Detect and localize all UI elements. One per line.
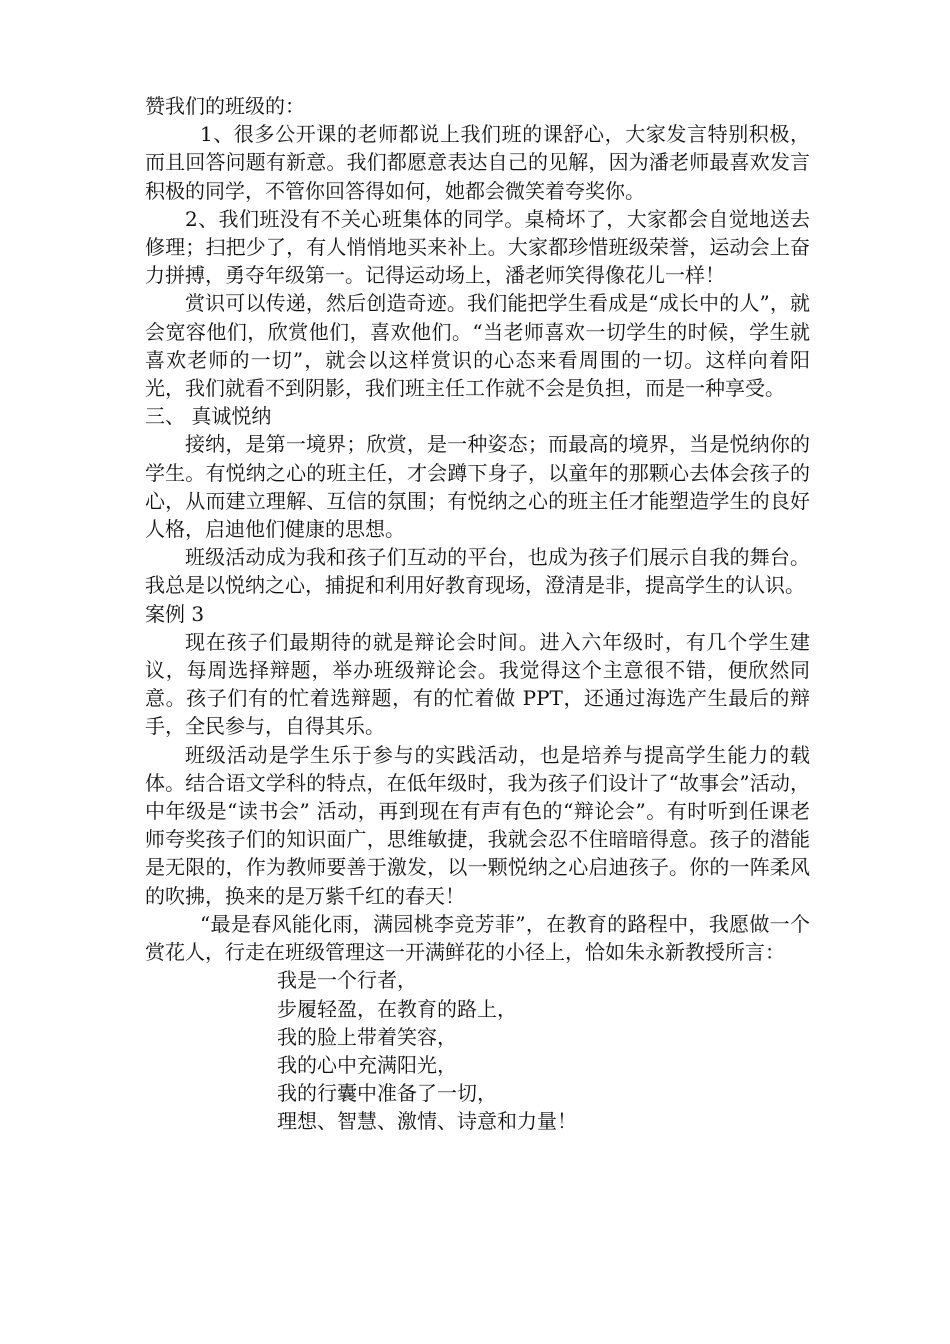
paragraph-intro: 赞我们的班级的： xyxy=(145,94,305,118)
poem-line: 理想、智慧、激情、诗意和力量！ xyxy=(277,1109,577,1134)
paragraph-practice: 班级活动是学生乐于参与的实践活动，也是培养与提高学生能力的载体。结合语文学科的特点，在低年级时，我为孩子们设计了“故事会”活动，中年级是“读书会” 活动，再到现在有声有色的“辩论会”。有时听到任课老师夸奖孩子们的知识面广，思维敏捷，我就会忍不住暗暗得意。孩子的潜能是无限的，作为教师要善于激发，以一颗悦纳之心启迪孩子。你的一阵柔风的吹拂，换来的是万紫千红的春天！ xyxy=(145,742,810,908)
poem-line: 我是一个行者， xyxy=(277,968,417,993)
paragraph-item-2: 2、我们班没有不关心班集体的同学。桌椅坏了，大家都会自觉地送去修理；扫把少了，有人悄悄地买来补上。大家都珍惜班级荣誉，运动会上奋力拼搏，勇夺年级第一。记得运动场上，潘老师笑得像花儿一样！ xyxy=(145,206,810,288)
poem-line: 步履轻盈，在教育的路上， xyxy=(277,996,517,1021)
section-heading: 三、 真诚悦纳 xyxy=(145,404,272,429)
poem-line: 我的行囊中准备了一切， xyxy=(277,1081,497,1106)
paragraph-appreciation: 赏识可以传递，然后创造奇迹。我们能把学生看成是“成长中的人”，就会宽容他们，欣赏他们，喜欢他们。“当老师喜欢一切学生的时候，学生就喜欢老师的一切”，就会以这样赏识的心态来看周围的一切。这样向着阳光，我们就看不到阴影，我们班主任工作就不会是负担，而是一种享受。 xyxy=(145,291,810,401)
poem-block xyxy=(145,966,810,1135)
case-label: 案例 3 xyxy=(145,601,205,626)
poem-line: 我的心中充满阳光， xyxy=(277,1052,457,1077)
paragraph-item-1: 1、很多公开课的老师都说上我们班的课舒心，大家发言特别积极，而且回答问题有新意。我们都愿意表达自己的见解，因为潘老师最喜欢发言积极的同学，不管你回答得如何，她都会微笑着夸奖你。 xyxy=(145,122,810,203)
poem-line: 我的脸上带着笑容， xyxy=(277,1024,457,1049)
paragraph-class-activity: 班级活动成为我和孩子们互动的平台，也成为孩子们展示自我的舞台。我总是以悦纳之心，捕捉和利用好教育现场，澄清是非，提高学生的认识。 xyxy=(145,545,810,598)
paragraph-debate: 现在孩子们最期待的就是辩论会时间。进入六年级时，有几个学生建议，每周选择辩题，举办班级辩论会。我觉得这个主意很不错，便欣然同意。孩子们有的忙着选辩题，有的忙着做 PPT，还通过海选产生最后的辩手，全民参与，自得其乐。 xyxy=(145,629,810,739)
paragraph-acceptance: 接纳，是第一境界；欣赏，是一种姿态；而最高的境界，当是悦纳你的学生。有悦纳之心的班主任，才会蹲下身子，以童年的那颗心去体会孩子的心，从而建立理解、互信的氛围；有悦纳之心的班主任才能塑造学生的良好人格，启迪他们健康的思想。 xyxy=(145,432,810,542)
paragraph-closing: “最是春风能化雨，满园桃李竞芳菲”，在教育的路程中，我愿做一个赏花人，行走在班级管理这一开满鲜花的小径上，恰如朱永新教授所言： xyxy=(145,911,810,965)
document-body xyxy=(145,92,810,1136)
